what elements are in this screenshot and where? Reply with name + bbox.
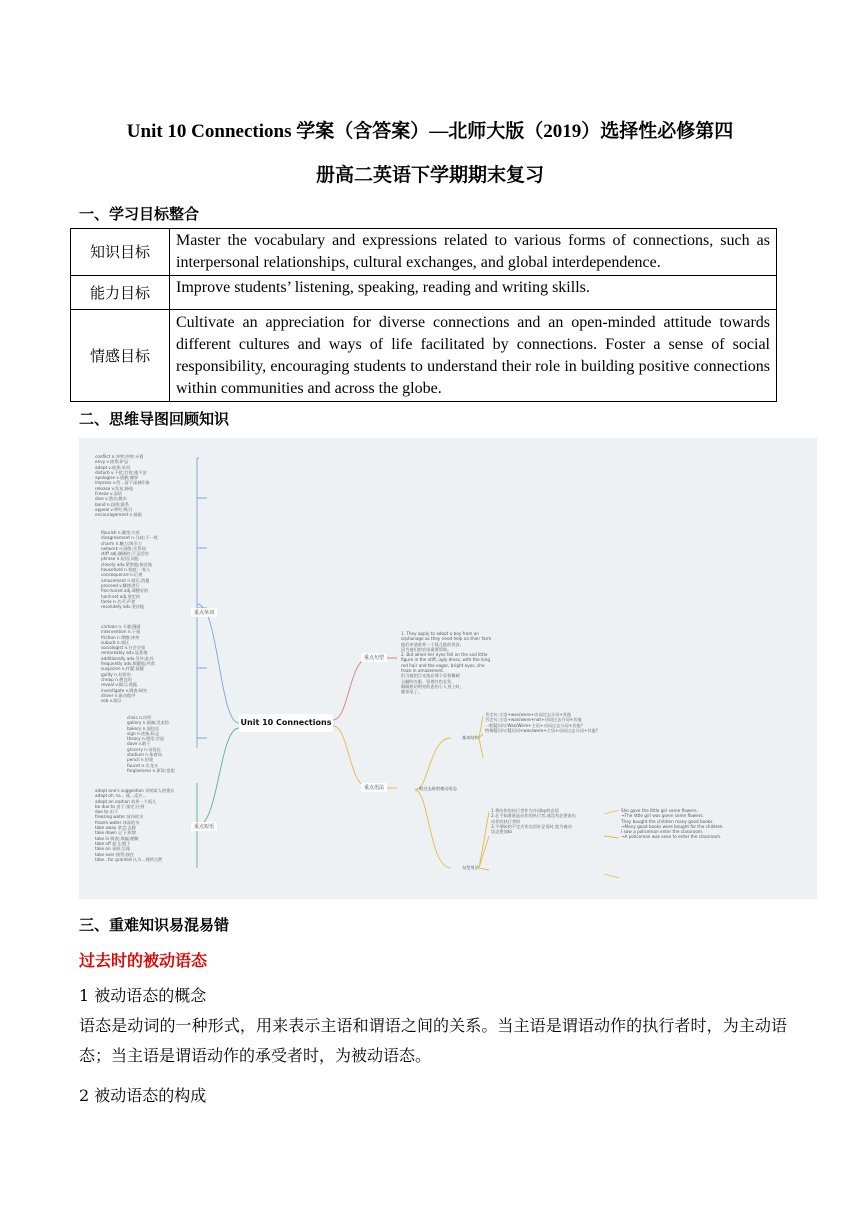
grammar-examples: She gave the little girl some flowers. →The little girl was given some flowers. They bought the children many good books. →Many good books were bought for the children. I saw a policeman enter the classroom. →A policeman was seen to enter the classroom. <box>621 808 724 840</box>
goal-label: 知识目标 <box>71 229 170 276</box>
mind-map-branch-phrases: 重点短语 <box>191 822 217 831</box>
mind-map-center-node: Unit 10 Connections <box>239 714 333 732</box>
goal-row <box>71 229 777 276</box>
mind-map-image <box>79 438 817 899</box>
goal-label: 情感目标 <box>71 310 170 402</box>
section-heading-difficulties: 三、重难知识易混易错 <box>79 916 230 934</box>
goals-table <box>70 228 777 402</box>
grammar-patterns: 肯定句:主语+was/were+动词过去分词+其他 否定句:主语+was/were+not+动词过去分词+其他 一般疑问句:Was/Were+主语+动词过去分词+其他? 特殊疑问句:疑问词+was/were+主语+动词过去分词+其他? <box>485 712 598 733</box>
doc-title-line2: 册高二英语下学期期末复习 <box>315 165 544 186</box>
grammar-root: 一般过去时的被动语态 <box>415 786 457 791</box>
grammar-item-1-text: 语态是动词的一种形式，用来表示主语和谓语之间的关系。当主语是谓语动作的执行者时，为主动语态；当主语是谓语动作的承受者时，为被动语态。 <box>79 1016 787 1065</box>
goal-row <box>71 276 777 310</box>
section-heading-mindmap: 二、思维导图回顾知识 <box>79 410 230 428</box>
doc-title-line1: Unit 10 Connections 学案（含答案）—北师大版（2019）选择性必修第四 <box>126 121 734 142</box>
phrase-list: adopt one's suggestion 采纳某人的建议 adapt oh. to... 使…适应… adopt an orphan 收养一个孤儿 be due to 由于;预定;应到 due to 由于 freezing water 冰冷的水 frozen water 冰冻的水 take away 拿走;去除 take down 记下;拆除 take in 吸收;欺骗;理解 take off 起飞;脱下 take on 承担;呈现 take over 接管;接任 take...for granted 认为…理所当然 <box>95 788 175 862</box>
grammar-topic-heading: 过去时的被动语态 <box>79 951 208 970</box>
grammar-item-2: 2 被动语态的构成 <box>79 1086 207 1105</box>
vocab-list-4: clinic n.诊所 gallery n.画廊;美术馆 bakery n.面包店 sign n.迹象;标志 theory n.理论;学说 dave v.敢于 grocery n.杂货店 stadium n.体育场 pencil n.铅笔 faucet n.水龙头 forgiveness n.原谅;宽恕 <box>127 715 175 773</box>
goal-text: Master the vocabulary and expressions related to various forms of connections, such as interpersonal relationships, cultural exchanges, and global interdependence. <box>170 229 777 276</box>
mind-map-branch-sentences: 重点句型 <box>361 653 387 662</box>
goal-label: 能力目标 <box>71 276 170 310</box>
vocab-list-2: flourish n.繁荣;兴旺 disagreement n.分歧;不一致 charm n.魅力;吸引力 network n.网络;关系网 stiff adj.僵硬的;不灵活的 phrase n.短语;词组 closely adv.紧密地;接近地 household n.家庭;一家人 consequence n.后果 amusement n.娱乐;消遣 proceed v.继续进行 fine-tuned adj.调整好的 hard-set adj.坚定的 fame n.名声;声誉 resolutely adv.坚决地 <box>101 530 158 610</box>
goal-row <box>71 310 777 402</box>
mind-map-branch-grammar: 重点语法 <box>361 783 387 792</box>
vocab-list-1: conflict n.冲突;冲突;矛盾 envy v.羡慕;妒忌 adopt v.收养;采用 disturb v.干扰;打扰;使不安 apologise v.道歉;谢罪 impress v.给…留下深刻印象 release v.发布;释放 Freeze v.冻结 dive v.潜水;跳水 bond n.纽带;联系 appeal v.呼吁;吸引 encouragement n.鼓励 <box>95 454 150 518</box>
key-sentences: 1. They apply to adopt a boy from an orphanage as they need help on their farm 他们申请收养一个孤儿院的男孩, 因为他们的农场需要帮助。 2. But when her eyes fell on the sad little figure in the stiff, ugly dress, with the long red hair and the eager, bright eyes, she froze in amazement. 但当她的目光落在那个穿着僵硬 丑陋的衣服、留着红色长发、 眼睛热切明亮的悲伤小人身上时, 她惊呆了。 <box>401 631 492 695</box>
grammar-item-1: 1 被动语态的概念 <box>79 986 207 1005</box>
section-heading-goals: 一、学习目标整合 <box>79 205 200 223</box>
goal-text: Cultivate an appreciation for diverse connections and an open-minded attitude towards different cultures and ways of life facilitated by connections. Foster a sense of social responsibility, encouraging students to understand their role in building positive connections within communities and across the globe. <box>170 310 777 402</box>
grammar-structure: 基本结构 <box>462 735 479 740</box>
grammar-notes: 1.将动作的执行者作为介词by的宾语 2.在不知道谁是动作的执行者,或没有必要说出 动作的执行者时 3.不带to的不定式作宾语补足语时,变为被动 语态要加to <box>491 808 576 835</box>
grammar-usage: 句型用法 <box>462 865 479 870</box>
goal-text: Improve students’ listening, speaking, reading and writing skills. <box>170 276 777 310</box>
mind-map-branch-vocab: 重点单词 <box>191 608 217 617</box>
vocab-list-3: cartoon n.卡通;漫画 intervention n.干预 friction n.摩擦;冲突 suburb n.郊区 sociologist n.社会学家 remarkably adv.显著地 additionally adv.另外;此外 frequently adv.频繁地;经常 suspicion n.怀疑;猜疑 guilty n.有罪的 cheap n.便宜的 reveal v.揭示;透露 investigate v.调查;研究 driver n.驱动程序 sob v.啜泣 <box>101 624 155 704</box>
